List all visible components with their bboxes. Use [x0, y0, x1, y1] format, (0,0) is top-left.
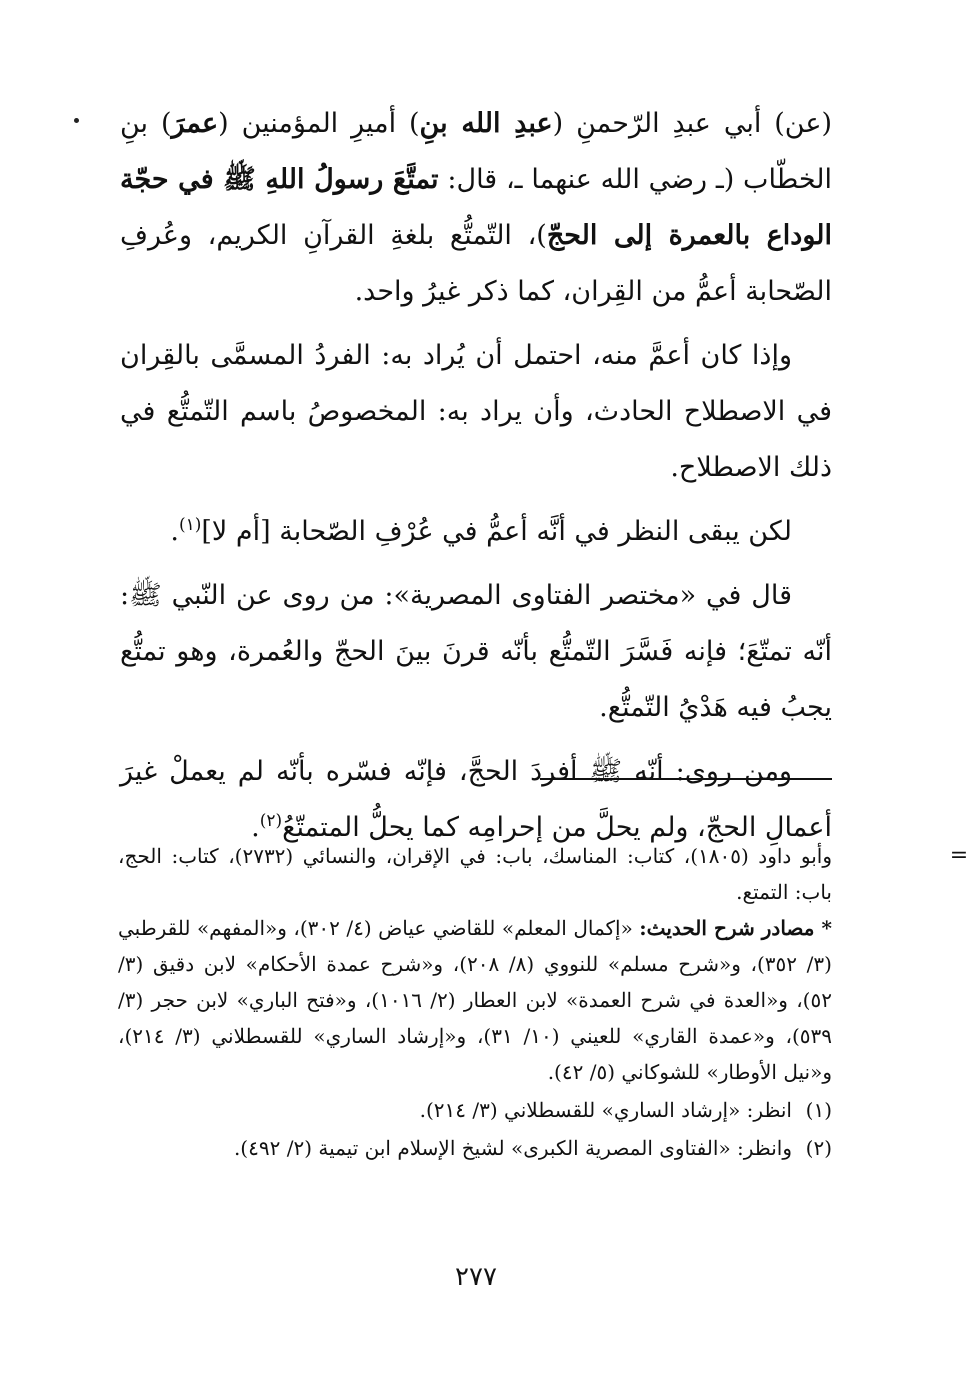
hadith-sources — [118, 910, 832, 1090]
footnote-ref-2[interactable]: (٢) — [259, 811, 283, 831]
footnote-ref-1[interactable]: (١) — [178, 515, 202, 535]
paragraph-5-text: ومن روى: أنّه ﷺ أفردَ الحجَّ، فإنّه فسّره بأنّه لم يعملْ غيرَ أعمالِ الحجّ، ولم يحلَّ من إحرامِه كما يحلُّ المتمتّعُ — [120, 756, 832, 843]
narrator-name: عبدِ الله بنِ — [419, 108, 553, 139]
paragraph-3-end: . — [170, 516, 179, 547]
footnote-continuation — [118, 838, 969, 910]
hadith-intro-2: ) أميرِ المؤمنين ( — [218, 108, 420, 139]
footnotes — [118, 838, 969, 1166]
footnote-2-text: وانظر: «الفتاوى المصرية الكبرى» لشيخ الإسلام ابن تيمية (٢/ ٤٩٢). — [233, 1136, 792, 1160]
paragraph-2: وإذا كان أعمَّ منه، احتمل أن يُراد به: الفردُ المسمَّى بالقِران في الاصطلاح الحادث، وأن يراد به: المخصوصُ باسم التّمتُّع في ذلك الاصطلاح. — [120, 340, 832, 483]
hadith-commentary: )، التّمتُّع بلغةِ القرآنِ الكريم، وعُرفِ الصّحابة أعمُّ من القِران، كما ذكر غيرُ واحد. — [120, 220, 832, 307]
paragraph-hadith — [120, 96, 832, 320]
hadith-intro-3: ) بنِ الخطّاب (ـ رضي الله عنهما ـ، قال: — [120, 108, 832, 195]
footnote-1-number: (١) — [805, 1098, 832, 1122]
footnote-1-text: انظر: «إرشاد الساري» للقسطلاني (٣/ ٢١٤). — [419, 1098, 792, 1122]
footnote-1 — [118, 1092, 832, 1128]
continuation-text: وأبو داود (١٨٠٥)، كتاب: المناسك، باب: في الإقران، والنسائي (٢٧٣٢)، كتاب: الحج، باب: التمتع. — [118, 844, 832, 904]
hadith-intro-1: (عن) أبي عبدِ الرّحمنِ ( — [552, 108, 832, 139]
paragraph-3-text: لكن يبقى النظر في أنَّه أعمُّ في عُرْفِ الصّحابة [أم لا] — [201, 516, 792, 547]
margin-dot — [74, 118, 79, 123]
continuation-mark: = — [949, 843, 969, 868]
sources-text: «إكمال المعلم» للقاضي عياض (٤/ ٣٠٢)، و«المفهم» للقرطبي (٣/ ٣٥٢)، و«شرح مسلم» للنووي (٨/ ٢٠٨)، و«شرح عمدة الأحكام» لابن دقيق (٣/ ٥٢)، و«العدة في شرح العمدة» لابن العطار (٢/ ١٠١٦)، و«فتح الباري» لابن حجر (٣/ ٥٣٩)، و«عمدة القاري» للعيني (١٠/ ٣١)، و«إرشاد الساري» للقسطلاني (٣/ ٢١٤)، و«نيل الأوطار» للشوكاني (٥/ ٤٢). — [118, 916, 833, 1084]
main-text — [120, 96, 832, 864]
footnote-separator — [540, 778, 832, 780]
paragraph-5-end: . — [251, 812, 260, 843]
footnote-2-number: (٢) — [805, 1136, 832, 1160]
paragraph-4: قال في «مختصر الفتاوى المصرية»: من روى عن النّبي ﷺ: أنّه تمتّعَ؛ فإنه فَسَّرَ التّمتُّع بأنّه قرنَ بينَ الحجّ والعُمرة، وهو تمتُّع يجبُ فيه هَدْيُ التّمتُّع. — [120, 580, 832, 723]
narrator-father-name: عمرَ — [171, 108, 219, 139]
paragraph-3 — [120, 504, 832, 560]
footnote-2 — [118, 1130, 832, 1166]
page-number: ٢٧٧ — [455, 1262, 497, 1292]
sources-label: * مصادر شرح الحديث: — [639, 916, 833, 940]
hadith-text: تمتَّعَ رسولُ اللهِ ﷺ في حجّة الوداع بالعمرة إلى الحجّ — [120, 164, 832, 251]
